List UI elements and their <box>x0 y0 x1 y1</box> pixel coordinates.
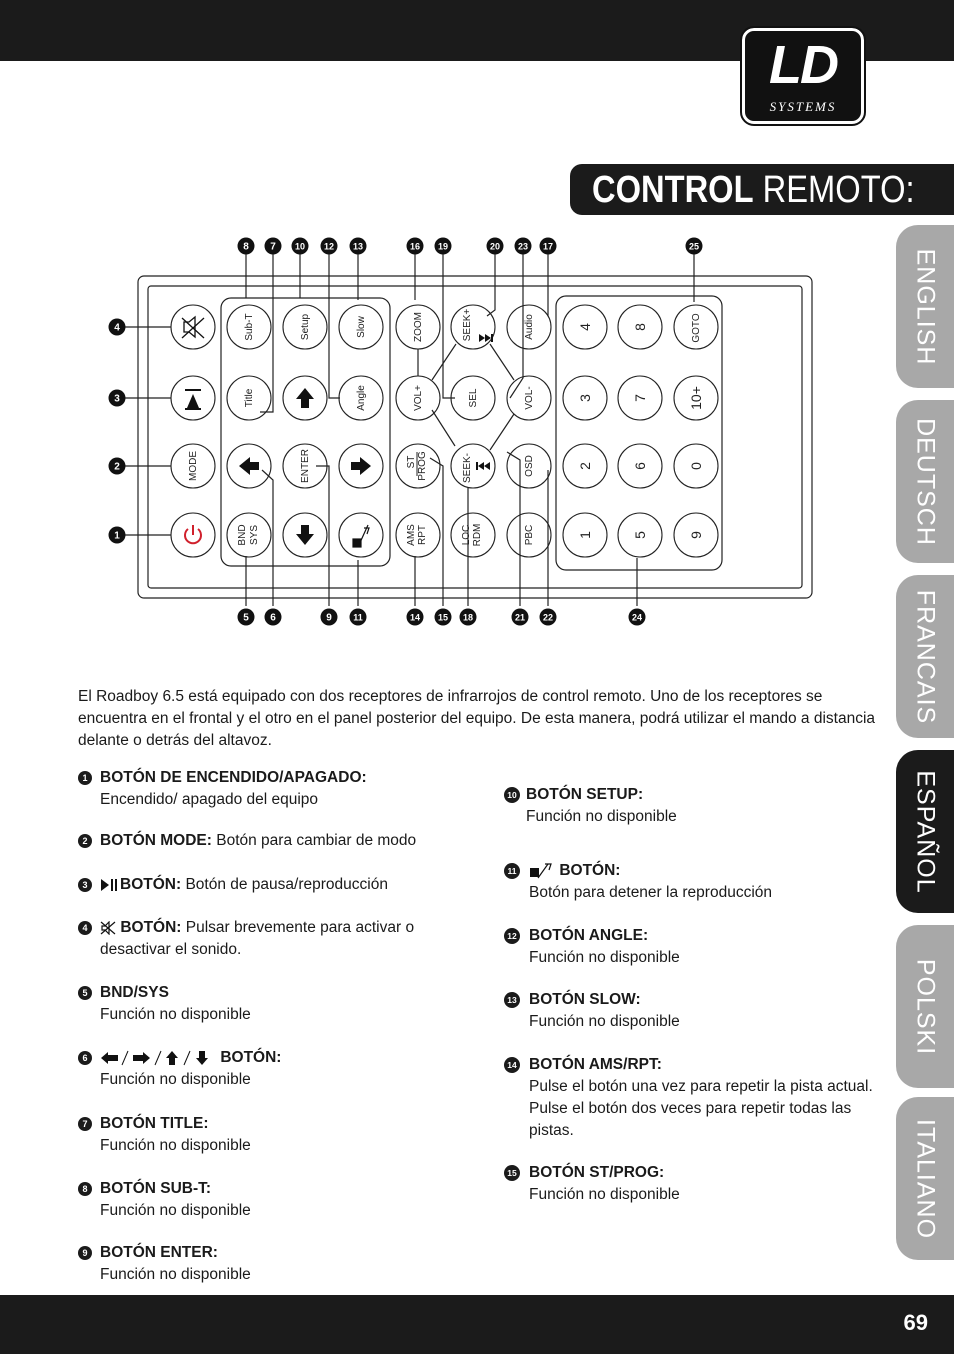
tab-english[interactable]: ENGLISH <box>896 225 954 388</box>
page-title: CONTROL REMOTO: <box>592 169 915 211</box>
remote-diagram <box>0 0 954 660</box>
item-5: 5 BND/SYS Función no disponible <box>78 982 438 1026</box>
arrow-right-icon <box>351 457 371 475</box>
audio-label: Audio <box>524 314 535 340</box>
volp-label: VOL+ <box>413 385 424 411</box>
setup-label: Setup <box>300 313 311 341</box>
tab-italiano[interactable]: ITALIANO <box>896 1097 954 1260</box>
prog-label: PROG <box>417 451 428 481</box>
callout-5-label: 5 <box>243 612 249 624</box>
callout-8-label: 8 <box>243 241 249 253</box>
num-10-label: 10+ <box>688 386 704 410</box>
num-9-label: 9 <box>688 531 704 539</box>
pbc-label: PBC <box>524 524 535 546</box>
seek-plus-button <box>451 305 495 349</box>
num-7-label: 7 <box>632 394 648 402</box>
callout-23-label: 23 <box>517 241 529 252</box>
item-3: 3 BOTÓN: Botón de pausa/reproducción <box>78 874 438 896</box>
num-8-label: 8 <box>632 323 648 331</box>
subt-label: Sub-T <box>244 313 255 341</box>
callout-2-label: 2 <box>114 461 120 473</box>
power-icon <box>185 525 201 543</box>
seek-minus-icon <box>476 462 490 470</box>
num-5-label: 5 <box>632 531 648 539</box>
osd-label: OSD <box>524 455 535 477</box>
stop-button <box>339 513 383 557</box>
callout-1-label: 1 <box>114 530 120 542</box>
mode-label: MODE <box>188 451 199 481</box>
callout-6-label: 6 <box>270 612 276 624</box>
item-9: 9 BOTÓN ENTER: Función no disponible <box>78 1242 438 1286</box>
callout-10-label: 10 <box>294 241 306 252</box>
arrow-down-icon <box>296 525 314 545</box>
bnd-label: BND <box>237 524 248 546</box>
play-pause-icon <box>185 389 201 410</box>
slow-label: Slow <box>356 316 367 338</box>
item-7: 7 BOTÓN TITLE: Función no disponible <box>78 1113 438 1157</box>
play-pause-icon <box>100 878 120 892</box>
num-0-label: 0 <box>688 462 704 470</box>
item-10: 10 BOTÓN SETUP: Función no disponible <box>504 784 874 828</box>
title-label: Title <box>244 388 255 408</box>
volm-label: VOL- <box>524 386 535 410</box>
logo-sub: SYSTEMS <box>769 99 837 114</box>
callout-24-label: 24 <box>631 612 643 623</box>
callout-16-label: 16 <box>409 241 421 252</box>
seekm-label: SEEK- <box>462 452 473 484</box>
seekp-label: SEEK+ <box>462 308 473 342</box>
callout-15-label: 15 <box>437 612 449 623</box>
item-8: 8 BOTÓN SUB-T: Función no disponible <box>78 1178 438 1222</box>
goto-label: GOTO <box>691 313 702 343</box>
num-6-label: 6 <box>632 462 648 470</box>
arrow-up-icon <box>296 388 314 408</box>
tab-espanol[interactable]: ESPAÑOL <box>896 750 954 913</box>
page-number: 69 <box>903 1310 928 1335</box>
item-1: 1 BOTÓN DE ENCENDIDO/APAGADO: Encendido/ apagado del equipo <box>78 767 438 811</box>
remote-outline <box>138 276 812 598</box>
item-14: 14 BOTÓN AMS/RPT: Pulse el botón una vez para repetir la pista actual. Pulse el botón dos veces para repetir todas las pistas. <box>504 1054 874 1142</box>
item-12: 12 BOTÓN ANGLE: Función no disponible <box>504 925 874 969</box>
seek-plus-icon <box>479 334 493 342</box>
callout-17-label: 17 <box>542 241 554 252</box>
sel-label: SEL <box>468 388 479 408</box>
callout-19-label: 19 <box>437 241 449 252</box>
zoom-label: ZOOM <box>413 312 424 342</box>
angle-label: Angle <box>356 385 367 411</box>
loc-label: LOC <box>461 524 472 546</box>
st-label: ST <box>406 455 417 469</box>
bottom-bar <box>0 1295 954 1354</box>
callout-14-label: 14 <box>409 612 421 623</box>
logo-brand: LD <box>769 35 837 95</box>
num-3-label: 3 <box>577 394 593 402</box>
ams-label: AMS <box>406 524 417 546</box>
sys-label: SYS <box>249 524 260 546</box>
callout-7-label: 7 <box>270 241 276 253</box>
stop-icon <box>529 863 555 879</box>
enter-label: ENTER <box>300 449 311 483</box>
intro-paragraph: El Roadboy 6.5 está equipado con dos receptores de infrarrojos de control remoto. Uno de los receptores se encuentra en el frontal y el otro en el panel posterior del equipo. De esta manera, podrá utilizar el mando a distancia delante o detrás del altavoz. <box>78 688 876 749</box>
tab-deutsch[interactable]: DEUTSCH <box>896 400 954 563</box>
callout-18-label: 18 <box>462 612 474 623</box>
mute-icon <box>100 921 116 935</box>
arrow-left-icon <box>239 457 259 475</box>
callout-9-label: 9 <box>326 612 332 624</box>
item-13: 13 BOTÓN SLOW: Función no disponible <box>504 989 874 1033</box>
callout-21-label: 21 <box>514 612 526 623</box>
item-6: 6 BOTÓN: Función no disponible <box>78 1047 438 1091</box>
item-11: 11 BOTÓN: Botón para detener la reproducción <box>504 860 874 904</box>
num-2-label: 2 <box>577 462 593 470</box>
num-4-label: 4 <box>577 323 593 331</box>
callout-13-label: 13 <box>352 241 364 252</box>
item-4: 4 BOTÓN: Pulsar brevemente para activar o desactivar el sonido. <box>78 917 438 961</box>
callout-25-label: 25 <box>688 241 700 252</box>
callout-3-label: 3 <box>114 393 120 405</box>
tab-polski[interactable]: POLSKI <box>896 925 954 1088</box>
callout-11-label: 11 <box>353 612 363 623</box>
callout-20-label: 20 <box>489 241 501 252</box>
rdm-label: RDM <box>472 523 483 547</box>
callout-4-label: 4 <box>114 322 120 334</box>
rpt-label: RPT <box>417 525 428 545</box>
arrow-keys-icon <box>100 1050 216 1066</box>
item-2: 2 BOTÓN MODE: Botón para cambiar de modo <box>78 830 438 852</box>
callout-22-label: 22 <box>542 612 554 623</box>
num-1-label: 1 <box>577 531 593 539</box>
stop-icon <box>353 525 369 547</box>
mute-icon <box>182 317 204 338</box>
item-15: 15 BOTÓN ST/PROG: Función no disponible <box>504 1162 874 1206</box>
callout-12-label: 12 <box>323 241 335 252</box>
tab-francais[interactable]: FRANCAIS <box>896 575 954 738</box>
mute-button <box>171 305 215 349</box>
